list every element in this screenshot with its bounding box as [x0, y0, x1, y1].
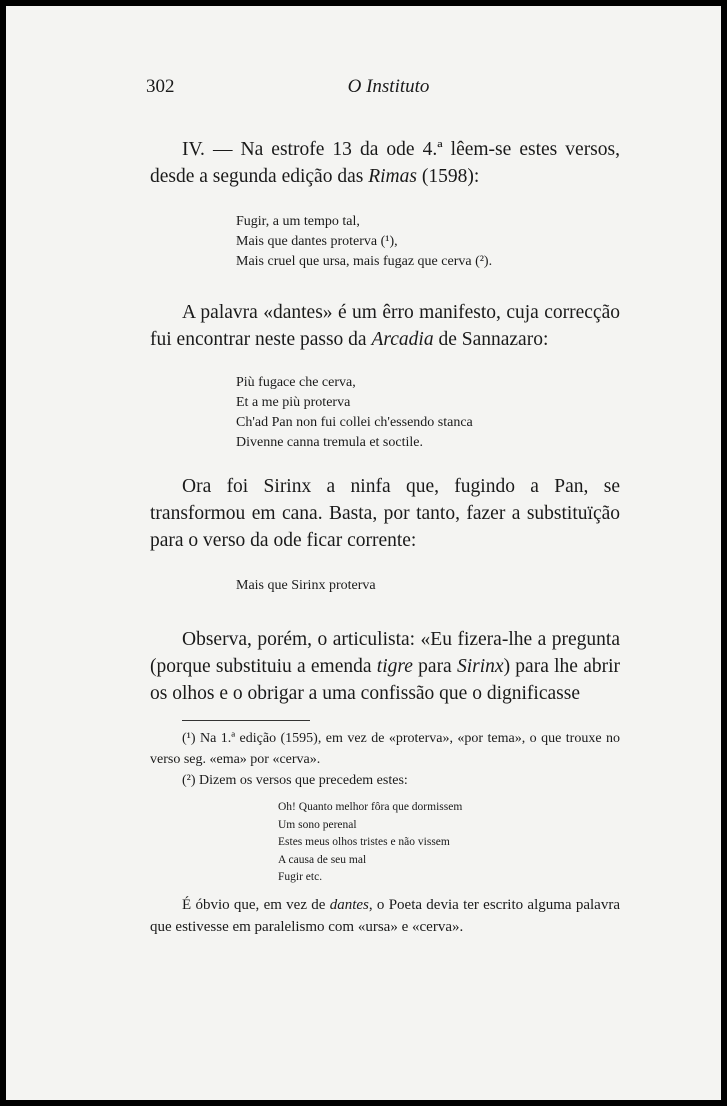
paragraph-dantes-lead: A palavra «dantes» é um êrro manifesto, cuja correcção fui encontrar neste passo da [150, 302, 620, 350]
paragraph-dantes [150, 299, 620, 353]
paragraph-iv-lead: IV. — Na estrofe 13 da ode 4.ª lêem-se estes versos, desde a segunda edição das [150, 139, 620, 187]
paragraph-observa-tail: ) para lhe abrir os olhos e o obrigar a uma confissão que o dignificasse [150, 656, 620, 704]
closing-tail: , o Poeta devia ter escrito alguma palavra que estivesse em paralelismo com «ursa» e «cerva». [150, 897, 620, 935]
paragraph-observa [150, 626, 620, 707]
tigre-word: tigre [376, 656, 413, 677]
footnote-verse-line: A causa de seu mal [278, 853, 367, 866]
footnote-verse [278, 799, 462, 887]
paragraph-iv-tail: (1598): [416, 166, 480, 187]
footnote-verse-line: Fugir etc. [278, 871, 323, 883]
dantes-word: dantes [329, 897, 369, 913]
footnote-2: (²) Dizem os versos que precedem estes: [182, 773, 408, 788]
verse-line: Fugir, a um tempo tal, [236, 214, 360, 229]
paragraph-dantes-tail: de Sannazaro: [433, 329, 549, 350]
page-number: 302 [146, 76, 175, 97]
book-page [6, 6, 721, 1100]
page-header [6, 76, 721, 106]
verse-line: Più fugace che cerva, [236, 375, 356, 390]
footnote-closing [150, 894, 620, 938]
paragraph-observa-mid: para [412, 656, 457, 677]
verse-block-2 [236, 373, 473, 453]
running-title: O Instituto [347, 76, 430, 97]
verse-line: Ch'ad Pan non fui collei ch'essendo stanca [236, 415, 473, 430]
verse-line: Et a me più proterva [236, 395, 351, 410]
paragraph-iv [150, 136, 620, 190]
verse-block-3 [236, 576, 376, 596]
rimas-title: Rimas [368, 166, 417, 187]
footnote-1: (¹) Na 1.ª edição (1595), em vez de «proterva», «por tema», o que trouxe no verso seg. «ema» por «cerva». [150, 731, 620, 767]
verse-line: Mais cruel que ursa, mais fugaz que cerva (²). [236, 254, 493, 269]
closing-lead: É óbvio que, em vez de [182, 897, 330, 913]
verse-line: Divenne canna tremula et soctile. [236, 435, 423, 450]
footnote-divider [182, 720, 310, 721]
arcadia-title: Arcadia [371, 329, 434, 350]
paragraph-sirinx: Ora foi Sirinx a ninfa que, fugindo a Pan, se transformou em cana. Basta, por tanto, fazer a substituïção para o verso da ode ficar corrente: [150, 476, 620, 551]
verse-block-1 [236, 212, 492, 272]
paragraph-observa-lead: Observa, porém, o articulista: «Eu fizera-lhe a pregunta (porque substituiu a emenda [150, 629, 620, 677]
verse-line: Mais que Sirinx proterva [236, 578, 376, 593]
sirinx-word: Sirinx [456, 656, 504, 677]
footnote-verse-line: Estes meus olhos tristes e não vissem [278, 836, 450, 848]
footnote-verse-line: Um sono perenal [278, 818, 357, 831]
footnote-verse-line: Oh! Quanto melhor fôra que dormissem [278, 801, 463, 813]
verse-line: Mais que dantes proterva (¹), [236, 234, 398, 249]
